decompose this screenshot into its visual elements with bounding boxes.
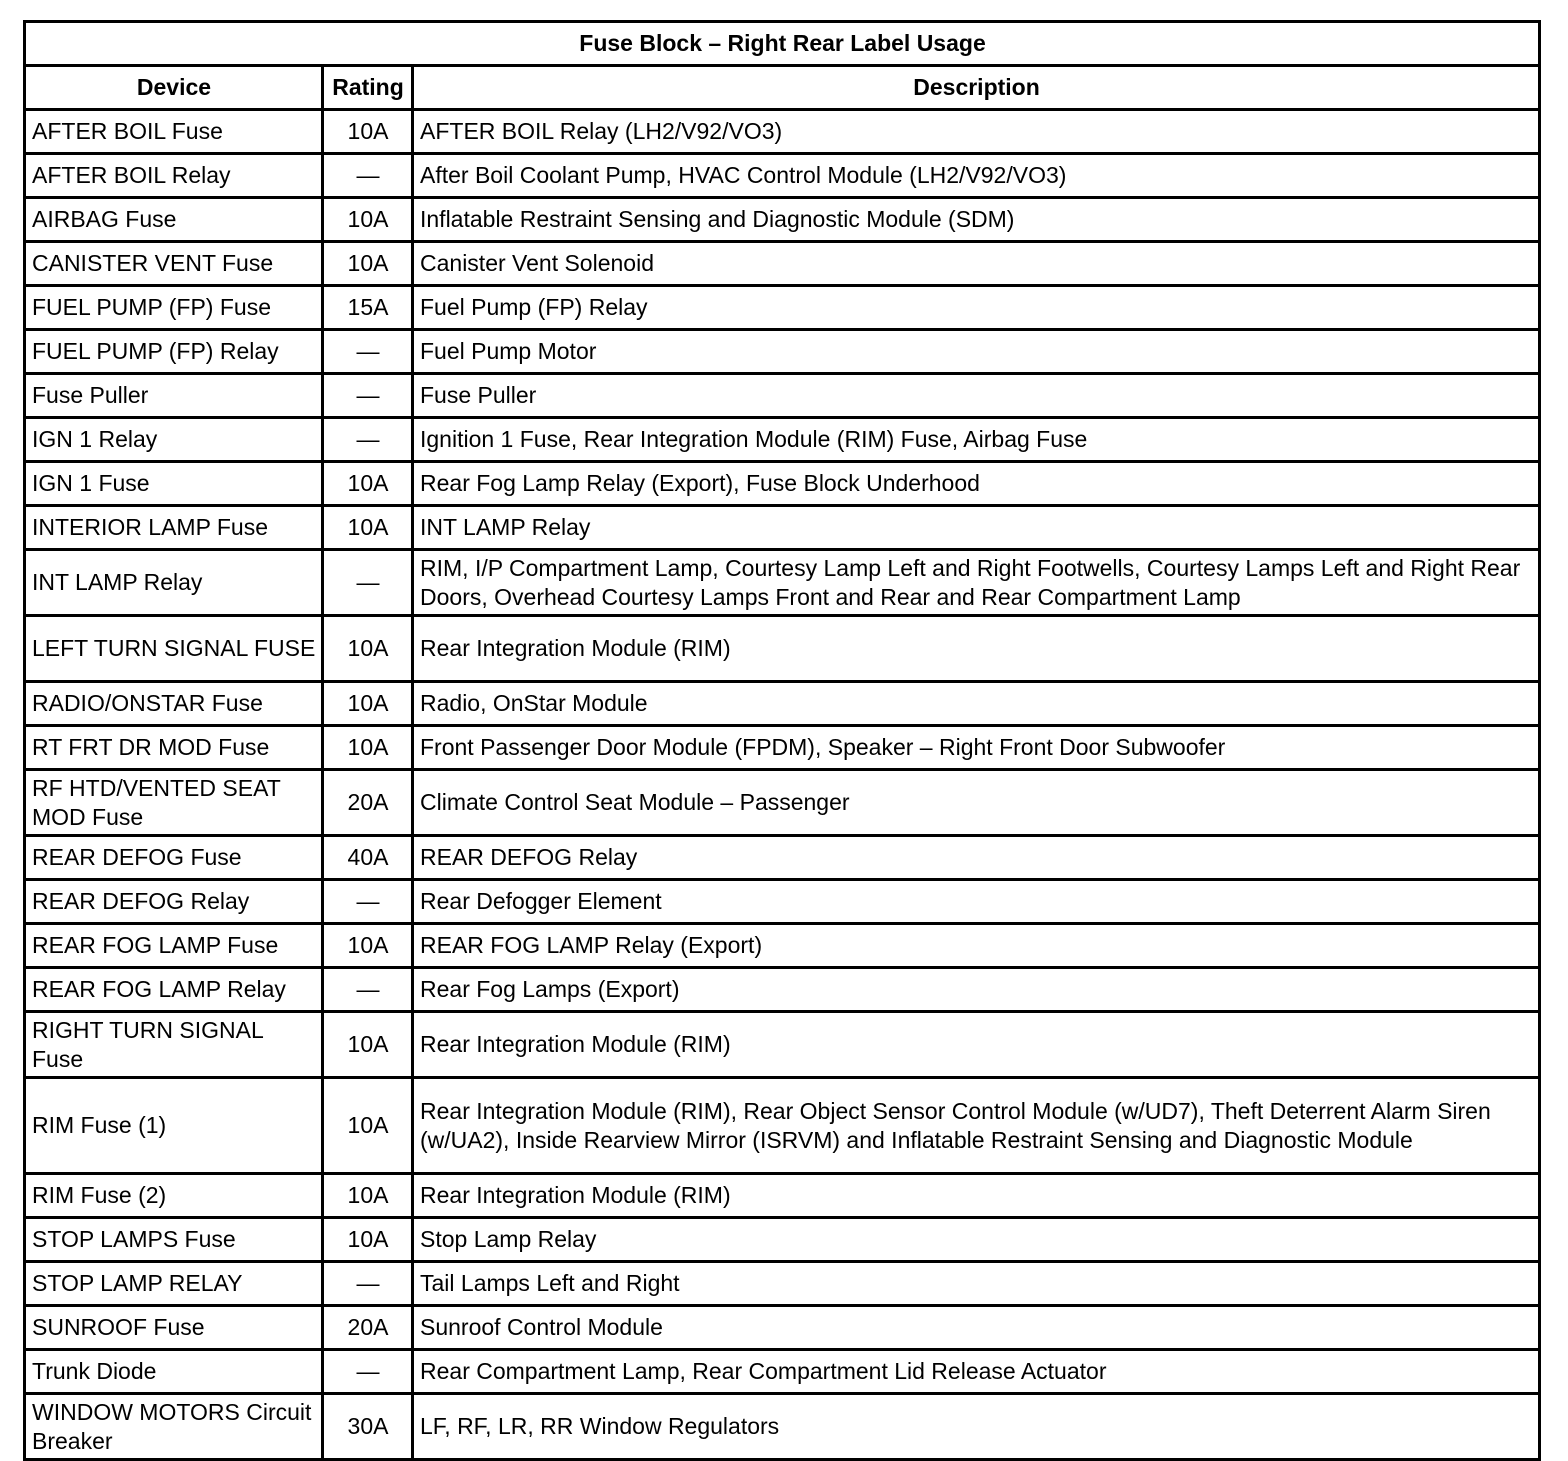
- description-cell: After Boil Coolant Pump, HVAC Control Module (LH2/V92/VO3): [413, 154, 1540, 198]
- description-cell: AFTER BOIL Relay (LH2/V92/VO3): [413, 110, 1540, 154]
- table-row: [25, 550, 1540, 616]
- description-cell: Fuel Pump Motor: [413, 330, 1540, 374]
- description-cell: Front Passenger Door Module (FPDM), Speaker – Right Front Door Subwoofer: [413, 726, 1540, 770]
- table-row: [25, 330, 1540, 374]
- rating-cell: 10A: [323, 462, 413, 506]
- table-row: [25, 242, 1540, 286]
- table-row: [25, 1350, 1540, 1394]
- table-row: [25, 1394, 1540, 1460]
- column-header-rating: Rating: [323, 66, 413, 110]
- description-cell: RIM, I/P Compartment Lamp, Courtesy Lamp Left and Right Footwells, Courtesy Lamps Left and Right Rear Doors, Overhead Courtesy Lamps Front and Rear and Rear Compartment Lamp: [413, 550, 1540, 616]
- device-cell: REAR FOG LAMP Relay: [25, 968, 323, 1012]
- rating-cell: 30A: [323, 1394, 413, 1460]
- device-cell: IGN 1 Fuse: [25, 462, 323, 506]
- table-row: [25, 1306, 1540, 1350]
- description-cell: Stop Lamp Relay: [413, 1218, 1540, 1262]
- rating-cell: 10A: [323, 1174, 413, 1218]
- table-row: [25, 836, 1540, 880]
- device-cell: IGN 1 Relay: [25, 418, 323, 462]
- table-row: [25, 198, 1540, 242]
- device-cell: LEFT TURN SIGNAL FUSE: [25, 616, 323, 682]
- rating-cell: 10A: [323, 726, 413, 770]
- table-row: [25, 770, 1540, 836]
- rating-cell: 10A: [323, 682, 413, 726]
- table-row: [25, 1262, 1540, 1306]
- description-cell: Climate Control Seat Module – Passenger: [413, 770, 1540, 836]
- rating-cell: 10A: [323, 616, 413, 682]
- device-cell: WINDOW MOTORS Circuit Breaker: [25, 1394, 323, 1460]
- rating-cell: —: [323, 154, 413, 198]
- device-cell: REAR DEFOG Relay: [25, 880, 323, 924]
- device-cell: STOP LAMPS Fuse: [25, 1218, 323, 1262]
- table-row: [25, 1174, 1540, 1218]
- device-cell: AFTER BOIL Fuse: [25, 110, 323, 154]
- rating-cell: 10A: [323, 506, 413, 550]
- table-row: [25, 110, 1540, 154]
- rating-cell: 15A: [323, 286, 413, 330]
- description-cell: INT LAMP Relay: [413, 506, 1540, 550]
- description-cell: Rear Fog Lamps (Export): [413, 968, 1540, 1012]
- rating-cell: 20A: [323, 770, 413, 836]
- device-cell: Trunk Diode: [25, 1350, 323, 1394]
- device-cell: CANISTER VENT Fuse: [25, 242, 323, 286]
- device-cell: INT LAMP Relay: [25, 550, 323, 616]
- device-cell: REAR DEFOG Fuse: [25, 836, 323, 880]
- description-cell: REAR DEFOG Relay: [413, 836, 1540, 880]
- device-cell: RIM Fuse (1): [25, 1078, 323, 1174]
- rating-cell: —: [323, 968, 413, 1012]
- table-row: [25, 374, 1540, 418]
- device-cell: REAR FOG LAMP Fuse: [25, 924, 323, 968]
- device-cell: RADIO/ONSTAR Fuse: [25, 682, 323, 726]
- description-cell: Ignition 1 Fuse, Rear Integration Module (RIM) Fuse, Airbag Fuse: [413, 418, 1540, 462]
- table-row: [25, 418, 1540, 462]
- table-row: [25, 616, 1540, 682]
- rating-cell: —: [323, 418, 413, 462]
- column-header-description: Description: [413, 66, 1540, 110]
- table-row: [25, 506, 1540, 550]
- table-row: [25, 154, 1540, 198]
- table-row: [25, 924, 1540, 968]
- rating-cell: 10A: [323, 924, 413, 968]
- description-cell: LF, RF, LR, RR Window Regulators: [413, 1394, 1540, 1460]
- table-row: [25, 1218, 1540, 1262]
- description-cell: Sunroof Control Module: [413, 1306, 1540, 1350]
- rating-cell: —: [323, 1262, 413, 1306]
- device-cell: FUEL PUMP (FP) Fuse: [25, 286, 323, 330]
- description-cell: Rear Compartment Lamp, Rear Compartment Lid Release Actuator: [413, 1350, 1540, 1394]
- device-cell: FUEL PUMP (FP) Relay: [25, 330, 323, 374]
- rating-cell: 20A: [323, 1306, 413, 1350]
- table-row: [25, 286, 1540, 330]
- description-cell: Radio, OnStar Module: [413, 682, 1540, 726]
- table-row: [25, 880, 1540, 924]
- table-row: [25, 726, 1540, 770]
- rating-cell: 10A: [323, 198, 413, 242]
- description-cell: Fuel Pump (FP) Relay: [413, 286, 1540, 330]
- rating-cell: —: [323, 880, 413, 924]
- rating-cell: 40A: [323, 836, 413, 880]
- device-cell: RT FRT DR MOD Fuse: [25, 726, 323, 770]
- rating-cell: —: [323, 1350, 413, 1394]
- fuse-usage-table: [23, 20, 1541, 1461]
- table-row: [25, 968, 1540, 1012]
- description-cell: Canister Vent Solenoid: [413, 242, 1540, 286]
- rating-cell: —: [323, 330, 413, 374]
- rating-cell: 10A: [323, 1078, 413, 1174]
- device-cell: AFTER BOIL Relay: [25, 154, 323, 198]
- device-cell: RIGHT TURN SIGNAL Fuse: [25, 1012, 323, 1078]
- table-row: [25, 462, 1540, 506]
- device-cell: RF HTD/VENTED SEAT MOD Fuse: [25, 770, 323, 836]
- description-cell: Rear Integration Module (RIM): [413, 1174, 1540, 1218]
- device-cell: SUNROOF Fuse: [25, 1306, 323, 1350]
- device-cell: STOP LAMP RELAY: [25, 1262, 323, 1306]
- description-cell: Rear Defogger Element: [413, 880, 1540, 924]
- table-row: [25, 682, 1540, 726]
- table-row: [25, 1078, 1540, 1174]
- rating-cell: 10A: [323, 242, 413, 286]
- device-cell: RIM Fuse (2): [25, 1174, 323, 1218]
- description-cell: Rear Integration Module (RIM): [413, 1012, 1540, 1078]
- description-cell: Rear Fog Lamp Relay (Export), Fuse Block Underhood: [413, 462, 1540, 506]
- description-cell: Tail Lamps Left and Right: [413, 1262, 1540, 1306]
- description-cell: Rear Integration Module (RIM): [413, 616, 1540, 682]
- description-cell: Fuse Puller: [413, 374, 1540, 418]
- description-cell: Rear Integration Module (RIM), Rear Object Sensor Control Module (w/UD7), Theft Deterrent Alarm Siren (w/UA2), Inside Rearview Mirror (ISRVM) and Inflatable Restraint Sensing and Diagnostic Module: [413, 1078, 1540, 1174]
- column-header-device: Device: [25, 66, 323, 110]
- rating-cell: —: [323, 550, 413, 616]
- table-row: [25, 1012, 1540, 1078]
- device-cell: Fuse Puller: [25, 374, 323, 418]
- device-cell: INTERIOR LAMP Fuse: [25, 506, 323, 550]
- table-title: Fuse Block – Right Rear Label Usage: [25, 22, 1540, 66]
- description-cell: REAR FOG LAMP Relay (Export): [413, 924, 1540, 968]
- rating-cell: —: [323, 374, 413, 418]
- table-body: [25, 110, 1540, 1460]
- rating-cell: 10A: [323, 1218, 413, 1262]
- rating-cell: 10A: [323, 110, 413, 154]
- device-cell: AIRBAG Fuse: [25, 198, 323, 242]
- rating-cell: 10A: [323, 1012, 413, 1078]
- description-cell: Inflatable Restraint Sensing and Diagnostic Module (SDM): [413, 198, 1540, 242]
